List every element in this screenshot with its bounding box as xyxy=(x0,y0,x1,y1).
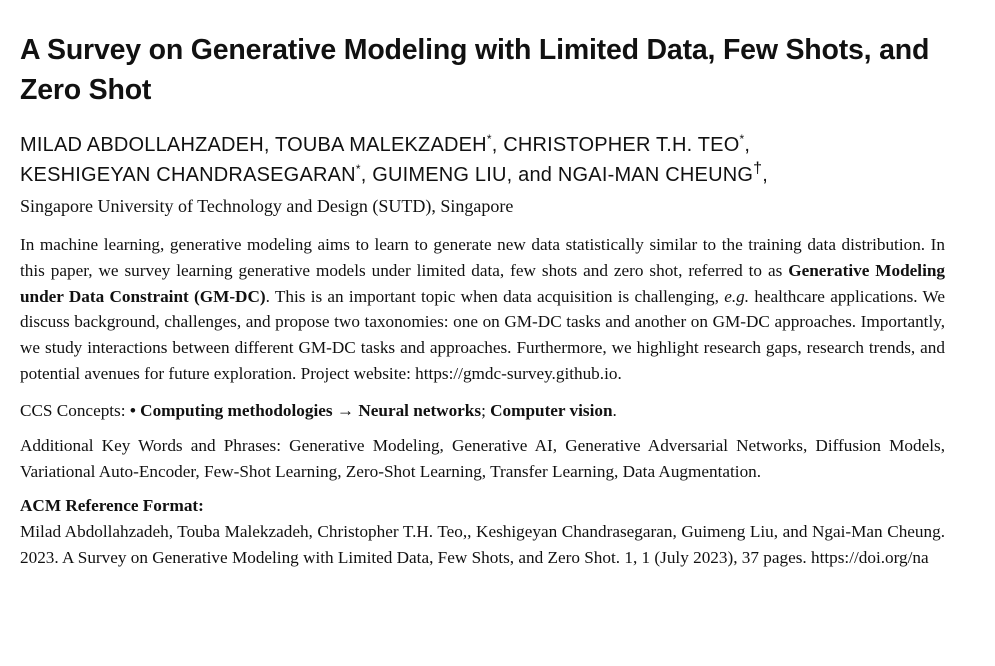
author-mark: * xyxy=(486,132,492,146)
ccs-label: CCS Concepts: xyxy=(20,400,130,420)
author xyxy=(557,160,768,186)
author-separator: , xyxy=(263,134,276,156)
author-name: GUIMENG LIU xyxy=(372,164,507,186)
abstract xyxy=(20,232,945,387)
author-list xyxy=(20,130,945,190)
author xyxy=(503,134,750,156)
ccs-end: . xyxy=(612,400,617,420)
acm-reference-heading: ACM Reference Format: xyxy=(20,496,204,516)
ccs-concept: Neural networks xyxy=(358,400,482,420)
author xyxy=(372,164,558,186)
ccs-concepts xyxy=(20,398,945,424)
ccs-concept: Computing methodologies xyxy=(140,400,333,420)
ccs-concept: Computer vision xyxy=(490,400,613,420)
author-name: MILAD ABDOLLAHZADEH xyxy=(20,134,264,156)
author xyxy=(275,134,503,156)
author-name: TOUBA MALEKZADEH xyxy=(275,134,487,156)
affiliation: Singapore University of Technology and Design (SUTD), Singapore xyxy=(20,196,514,216)
author-separator: , xyxy=(360,164,373,186)
abstract-italic: e.g. xyxy=(724,286,750,306)
paper-title: A Survey on Generative Modeling with Limited Data, Few Shots, and Zero Shot xyxy=(20,34,930,106)
author-separator: , and xyxy=(506,164,558,186)
author-mark: * xyxy=(739,132,745,146)
author-separator: , xyxy=(762,164,768,186)
paper-first-page xyxy=(20,30,945,571)
acm-reference-text: Milad Abdollahzadeh, Touba Malekzadeh, Christopher T.H. Teo,, Keshigeyan Chandrasegaran, Guimeng Liu, and Ngai-Man Cheung. 2023. A Survey on Generative Modeling with Limited Data, Few Shots, and Zero Shot. 1, 1 (July 2023), 37 pages. https://doi.org/na xyxy=(20,522,945,567)
abstract-text: In machine learning, generative modeling aims to learn to generate new data statistically similar to the training data distribution. In this paper, we survey learning generative models under limited data, few shots and zero shot, referred to as xyxy=(20,235,945,280)
author-name: KESHIGEYAN CHANDRASEGARAN xyxy=(20,164,356,186)
author-mark: * xyxy=(355,162,361,176)
abstract-emphasis: Generative Modeling under Data Constraint (GM-DC) xyxy=(20,260,945,306)
ccs-bullet: • xyxy=(129,400,136,420)
author xyxy=(20,134,275,156)
author-mark: † xyxy=(753,160,763,177)
author-separator: , xyxy=(744,134,751,156)
keywords: Additional Key Words and Phrases: Generative Modeling, Generative AI, Generative Adversarial Networks, Diffusion Models, Variational Auto-Encoder, Few-Shot Learning, Zero-Shot Learning, Transfer Learning, Data Augmentation. xyxy=(20,435,945,481)
abstract-text: healthcare applications. We discuss background, challenges, and propose two taxonomies: one on GM-DC tasks and another on GM-DC approaches. Importantly, we study interactions between different GM-DC tasks and approaches. Furthermore, we highlight research gaps, research trends, and potential avenues for future exploration. Project website: https://gmdc-survey.github.io. xyxy=(20,286,945,383)
author-name: NGAI-MAN CHEUNG xyxy=(557,164,754,186)
author-separator: , xyxy=(491,134,504,156)
ccs-separator: ; xyxy=(481,400,486,420)
author xyxy=(20,164,372,186)
author-name: CHRISTOPHER T.H. TEO xyxy=(503,134,740,156)
abstract-text: . This is an important topic when data acquisition is challenging, xyxy=(265,286,725,306)
arrow-icon: → xyxy=(336,400,355,420)
